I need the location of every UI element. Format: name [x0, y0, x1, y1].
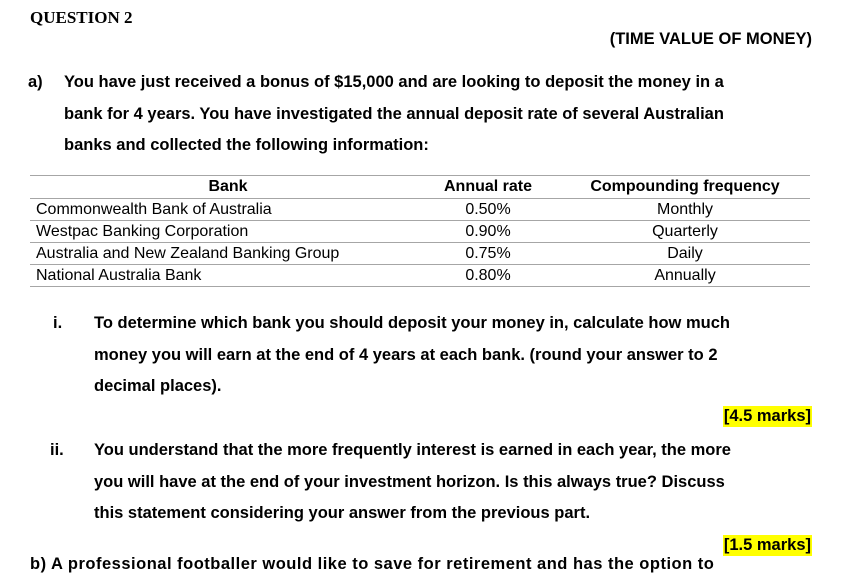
cell-bank: Commonwealth Bank of Australia [36, 201, 272, 218]
cell-frequency: Monthly [656, 201, 714, 218]
part-a-line: banks and collected the following information: [64, 136, 429, 154]
cell-frequency: Quarterly [652, 223, 718, 240]
item-i-text [94, 308, 816, 403]
cell-frequency: Annually [654, 267, 716, 284]
item-ii-line: you will have at the end of your investment horizon. Is this always true? Discuss [94, 472, 725, 491]
part-b-cutoff [30, 555, 810, 573]
item-i-line: To determine which bank you should deposit your money in, calculate how much [94, 314, 730, 332]
cell-rate: 0.50% [465, 201, 511, 218]
cell-rate: 0.90% [465, 223, 511, 240]
cell-bank: Australia and New Zealand Banking Group [36, 245, 340, 262]
table-bottom-rule [30, 286, 810, 287]
item-i-line: decimal places). [94, 377, 222, 395]
cell-rate: 0.75% [465, 245, 511, 262]
table-header-row [30, 176, 810, 198]
part-b-partial-line: b) A professional footballer would like to save for retirement and has the option to [30, 555, 715, 573]
table-row [30, 243, 810, 265]
item-ii-label: ii. [50, 441, 64, 459]
cell-bank: Westpac Banking Corporation [36, 223, 249, 240]
part-a-text [64, 67, 816, 162]
question-topic: (TIME VALUE OF MONEY) [609, 30, 812, 48]
cell-bank: National Australia Bank [36, 267, 202, 284]
header-annual-rate: Annual rate [443, 178, 532, 195]
cell-frequency: Daily [667, 245, 703, 262]
part-a-line: bank for 4 years. You have investigated the annual deposit rate of several Australian [64, 104, 724, 123]
part-a-label: a) [28, 73, 43, 91]
item-ii-text [94, 435, 816, 530]
table-row [30, 221, 810, 243]
item-ii-line: You understand that the more frequently interest is earned in each year, the more [94, 441, 731, 459]
question-title: QUESTION 2 [30, 8, 133, 27]
table-row [30, 199, 810, 221]
header-compounding-frequency: Compounding frequency [590, 178, 780, 195]
item-ii-line: this statement considering your answer from the previous part. [94, 504, 591, 522]
item-ii-marks: [1.5 marks] [723, 536, 811, 554]
item-i-line: money you will earn at the end of 4 years at each bank. (round your answer to 2 [94, 345, 718, 364]
item-i-marks: [4.5 marks] [723, 407, 811, 425]
part-a-line: You have just received a bonus of $15,000 and are looking to deposit the money in a [64, 73, 724, 91]
header-bank: Bank [208, 178, 248, 195]
table-row [30, 265, 810, 287]
item-i-label: i. [53, 314, 63, 332]
cell-rate: 0.80% [465, 267, 511, 284]
